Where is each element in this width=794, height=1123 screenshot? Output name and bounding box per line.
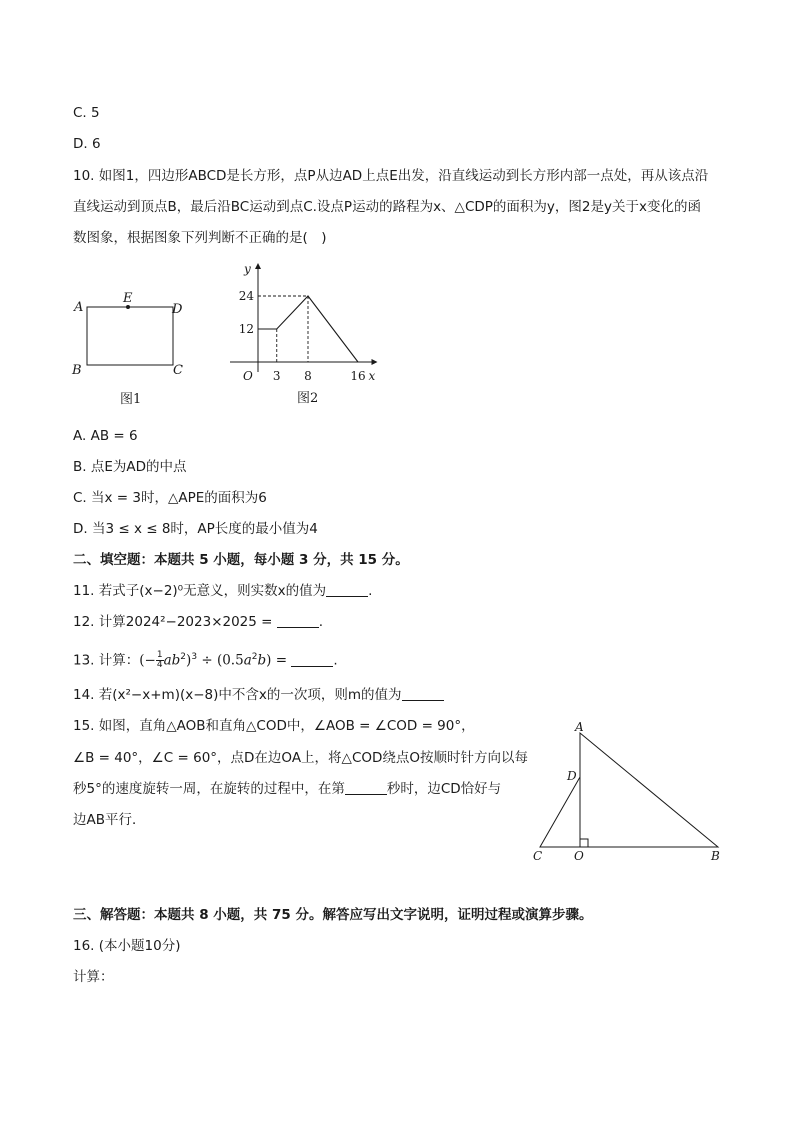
q10-stem-line3: 数图象，根据图象下列判断不正确的是( ) [73, 230, 327, 246]
q11-answer-blank [326, 584, 368, 597]
x-tick-16: 16 [350, 369, 366, 383]
q16-prompt: 计算： [73, 969, 114, 985]
q15-line3a: 秒5°的速度旋转一周，在旋转的过程中，在第 [73, 781, 345, 797]
q15-line3 [73, 780, 501, 798]
label-a: A [74, 300, 84, 315]
triangle-aob [580, 733, 718, 847]
label-b: B [72, 363, 82, 378]
section2-heading: 二、填空题：本题共 5 小题，每小题 3 分，共 15 分。 [73, 552, 409, 568]
fig2-caption: 图2 [297, 391, 319, 406]
q13-fraction [156, 651, 164, 670]
q16-title: 16. (本小题10分) [73, 938, 181, 954]
fig1-caption: 图1 [120, 392, 142, 407]
q10-option-b: B. 点E为AD的中点 [73, 459, 187, 475]
section3-heading: 三、解答题：本题共 8 小题，共 75 分。解答应写出文字说明，证明过程或演算步骤。 [73, 907, 593, 923]
origin-label: O [243, 369, 253, 383]
label-d: D [567, 769, 577, 783]
q11: 11. 若式子(x−2)⁰无意义，则实数x的值为 . [73, 583, 373, 599]
q10-option-d: D. 当3 ≤ x ≤ 8时，AP长度的最小值为4 [73, 521, 318, 537]
q15-line4: 边AB平行． [73, 812, 146, 828]
q10-stem-line1: 10. 如图1，四边形ABCD是长方形，点P从边AD上点E出发，沿直线运动到长方形内部一点处，再从该点沿 [73, 168, 709, 184]
q13-answer-blank [291, 654, 333, 667]
rectangle-abcd [87, 307, 173, 365]
label-a: A [575, 720, 584, 734]
q13: 13. 计算：(− $\frac{1}{4}$ $ab^2)^3 \div (0.5a^2b)$ = . [73, 650, 338, 670]
triangle-cod [540, 777, 580, 847]
q12: 12. 计算2024²−2023×2025 = . [73, 614, 324, 630]
label-c: C [173, 363, 183, 378]
y-axis-label: y [244, 262, 251, 276]
q15-line2: ∠B = 40°，∠C = 60°，点D在边OA上，将△COD绕点O按顺时针方向以每 [73, 750, 529, 766]
q14-text: 14. 若(x²−x+m)(x−8)中不含x的一次项，则m的值为 [73, 687, 402, 703]
q13-frac-num: 1 [156, 650, 163, 660]
q11-text: 11. 若式子(x−2)⁰无意义，则实数x的值为 [73, 583, 327, 599]
label-e: E [123, 291, 133, 306]
q9-option-d: D. 6 [73, 136, 101, 152]
q12-text: 12. 计算2024²−2023×2025 = [73, 614, 273, 630]
right-angle-mark [580, 839, 588, 847]
q9-option-c: C. 5 [73, 105, 100, 121]
label-b: B [711, 849, 720, 863]
q15-line3b: 秒时，边CD恰好与 [386, 781, 502, 797]
q15-figure [528, 718, 728, 868]
x-axis-label: x [368, 369, 376, 383]
x-tick-8: 8 [304, 369, 312, 383]
q10-stem-line2: 直线运动到顶点B，最后沿BC运动到点C.设点P运动的路程为x、△CDP的面积为y，图2是y关于x变化的函 [73, 199, 701, 215]
q13-prefix: 13. 计算： [73, 652, 140, 669]
q12-answer-blank [277, 615, 319, 628]
y-tick-24: 24 [238, 289, 254, 303]
label-o: O [574, 849, 584, 863]
q15-answer-blank [345, 782, 387, 795]
q15-line1: 15. 如图，直角△AOB和直角△COD中，∠AOB = ∠COD = 90°， [73, 718, 475, 734]
q10-figure1 [60, 280, 210, 415]
x-tick-3: 3 [272, 369, 281, 383]
label-d: D [172, 302, 183, 317]
q10-figure2-graph [225, 258, 385, 413]
q14-answer-blank [402, 688, 444, 701]
q10-option-c: C. 当x = 3时，△APE的面积为6 [73, 490, 267, 506]
y-tick-12: 12 [238, 322, 254, 336]
q10-option-a: A. AB = 6 [73, 428, 138, 444]
q14 [73, 686, 444, 704]
label-c: C [533, 849, 543, 863]
q13-frac-den: 4 [156, 660, 163, 670]
